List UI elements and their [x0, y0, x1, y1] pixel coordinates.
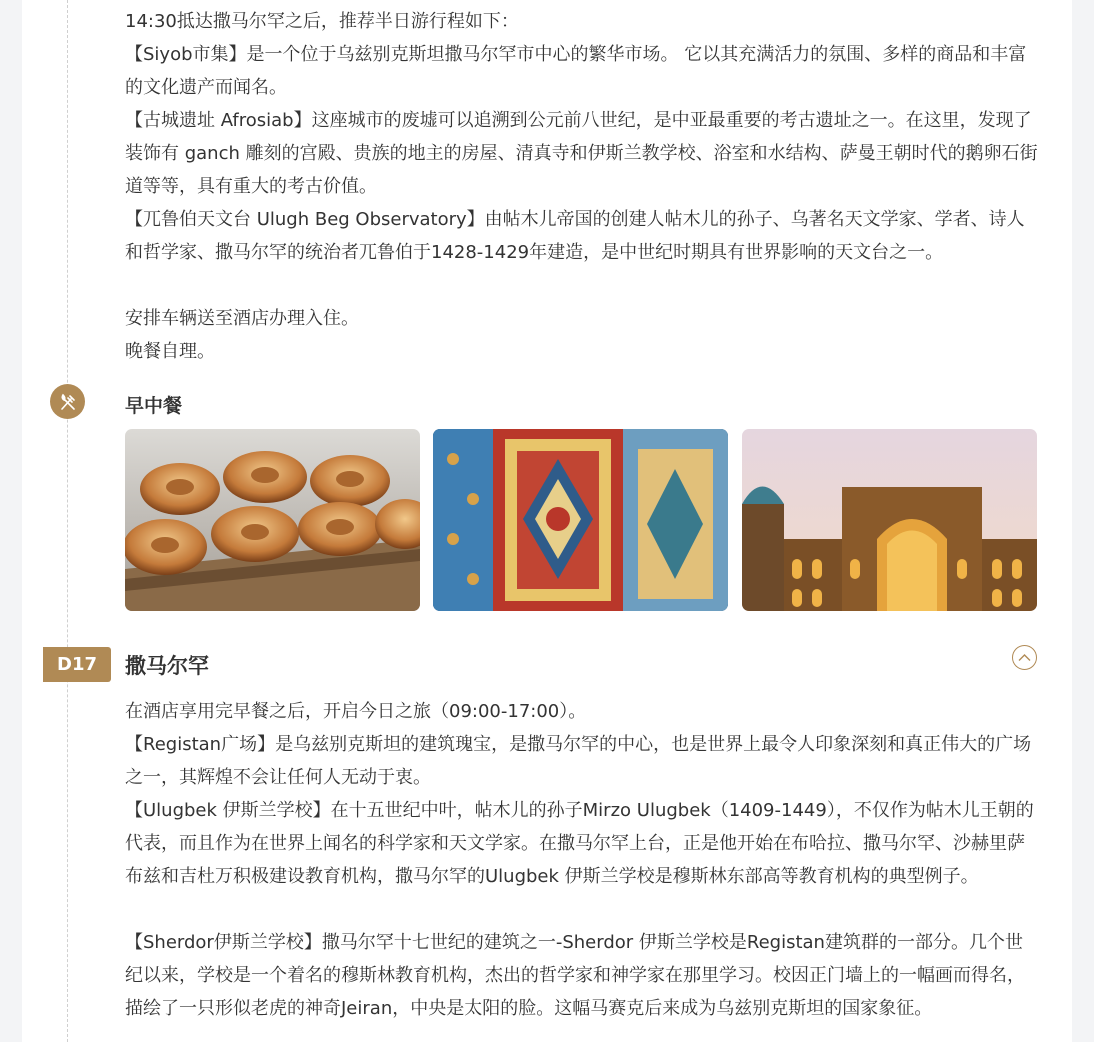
- paragraph-hotel-checkin: 安排车辆送至酒店办理入住。: [125, 308, 359, 329]
- paragraph-sherdor-madrasa: 【Sherdor伊斯兰学校】撒马尔罕十七世纪的建筑之一-Sherdor 伊斯兰学校是Registan建筑群的一部分。几个世纪以来，学校是一个着名的穆斯林教育机构，杰出的哲学家和神学家在那里学习。校因正门墙上的一幅画而得名，描绘了一只形似老虎的神奇Jeiran，中央是太阳的脸。这幅马赛克后来成为乌兹别克斯坦的国家象征。: [125, 932, 1025, 1019]
- paragraph-afrosiab: 【古城遗址 Afrosiab】这座城市的废墟可以追溯到公元前八世纪，是中亚最重要的考古遗址之一。在这里，发现了装饰有 ganch 雕刻的宫殿、贵族的地主的房屋、清真寺和伊斯兰教学校、浴室和水结构、萨曼王朝时代的鹅卵石街道等等，具有重大的考古价值。: [125, 110, 1038, 197]
- carpet-photo[interactable]: [433, 429, 728, 611]
- day-title: 撒马尔罕: [125, 654, 209, 678]
- collapse-button[interactable]: [1012, 645, 1037, 670]
- meals-label: 早中餐: [125, 395, 183, 417]
- paragraph-ulugh-beg-observatory: 【兀鲁伯天文台 Ulugh Beg Observatory】由帖木儿帝国的创建人帖木儿的孙子、乌著名天文学家、学者、诗人和哲学家、撒马尔罕的统治者兀鲁伯于1428-1429年建造，是中世纪时期具有世界影响的天文台之一。: [125, 209, 1025, 263]
- paragraph-arrival: 14:30抵达撒马尔罕之后，推荐半日游行程如下：: [125, 11, 519, 32]
- paragraph-dinner: 晚餐自理。: [125, 341, 215, 362]
- chevron-up-icon: [1018, 653, 1031, 662]
- timeline-line: [67, 0, 68, 1042]
- bread-photo[interactable]: [125, 429, 420, 611]
- fork-knife-icon: [50, 384, 85, 419]
- day-badge: D17: [43, 647, 111, 682]
- itinerary-card: [22, 0, 1072, 1042]
- registan-photo[interactable]: [742, 429, 1037, 611]
- paragraph-registan-square: 【Registan广场】是乌兹别克斯坦的建筑瑰宝，是撒马尔罕的中心，也是世界上最令人印象深刻和真正伟大的广场之一，其辉煌不会让任何人无动于衷。: [125, 734, 1032, 788]
- paragraph-ulugbek-madrasa: 【Ulugbek 伊斯兰学校】在十五世纪中叶，帖木儿的孙子Mirzo Ulugbek（1409-1449），不仅作为帖木儿王朝的代表，而且作为在世界上闻名的科学家和天文学家。在撒马尔罕上台，正是他开始在布哈拉、撒马尔罕、沙赫里萨布兹和吉杜万积极建设教育机构，撒马尔罕的Ulugbek 伊斯兰学校是穆斯林东部高等教育机构的典型例子。: [125, 800, 1034, 887]
- paragraph-breakfast: 在酒店享用完早餐之后，开启今日之旅（09:00-17:00）。: [125, 701, 587, 722]
- paragraph-siyob-bazaar: 【Siyob市集】是一个位于乌兹别克斯坦撒马尔罕市中心的繁华市场。 它以其充满活力的氛围、多样的商品和丰富的文化遗产而闻名。: [125, 44, 1027, 98]
